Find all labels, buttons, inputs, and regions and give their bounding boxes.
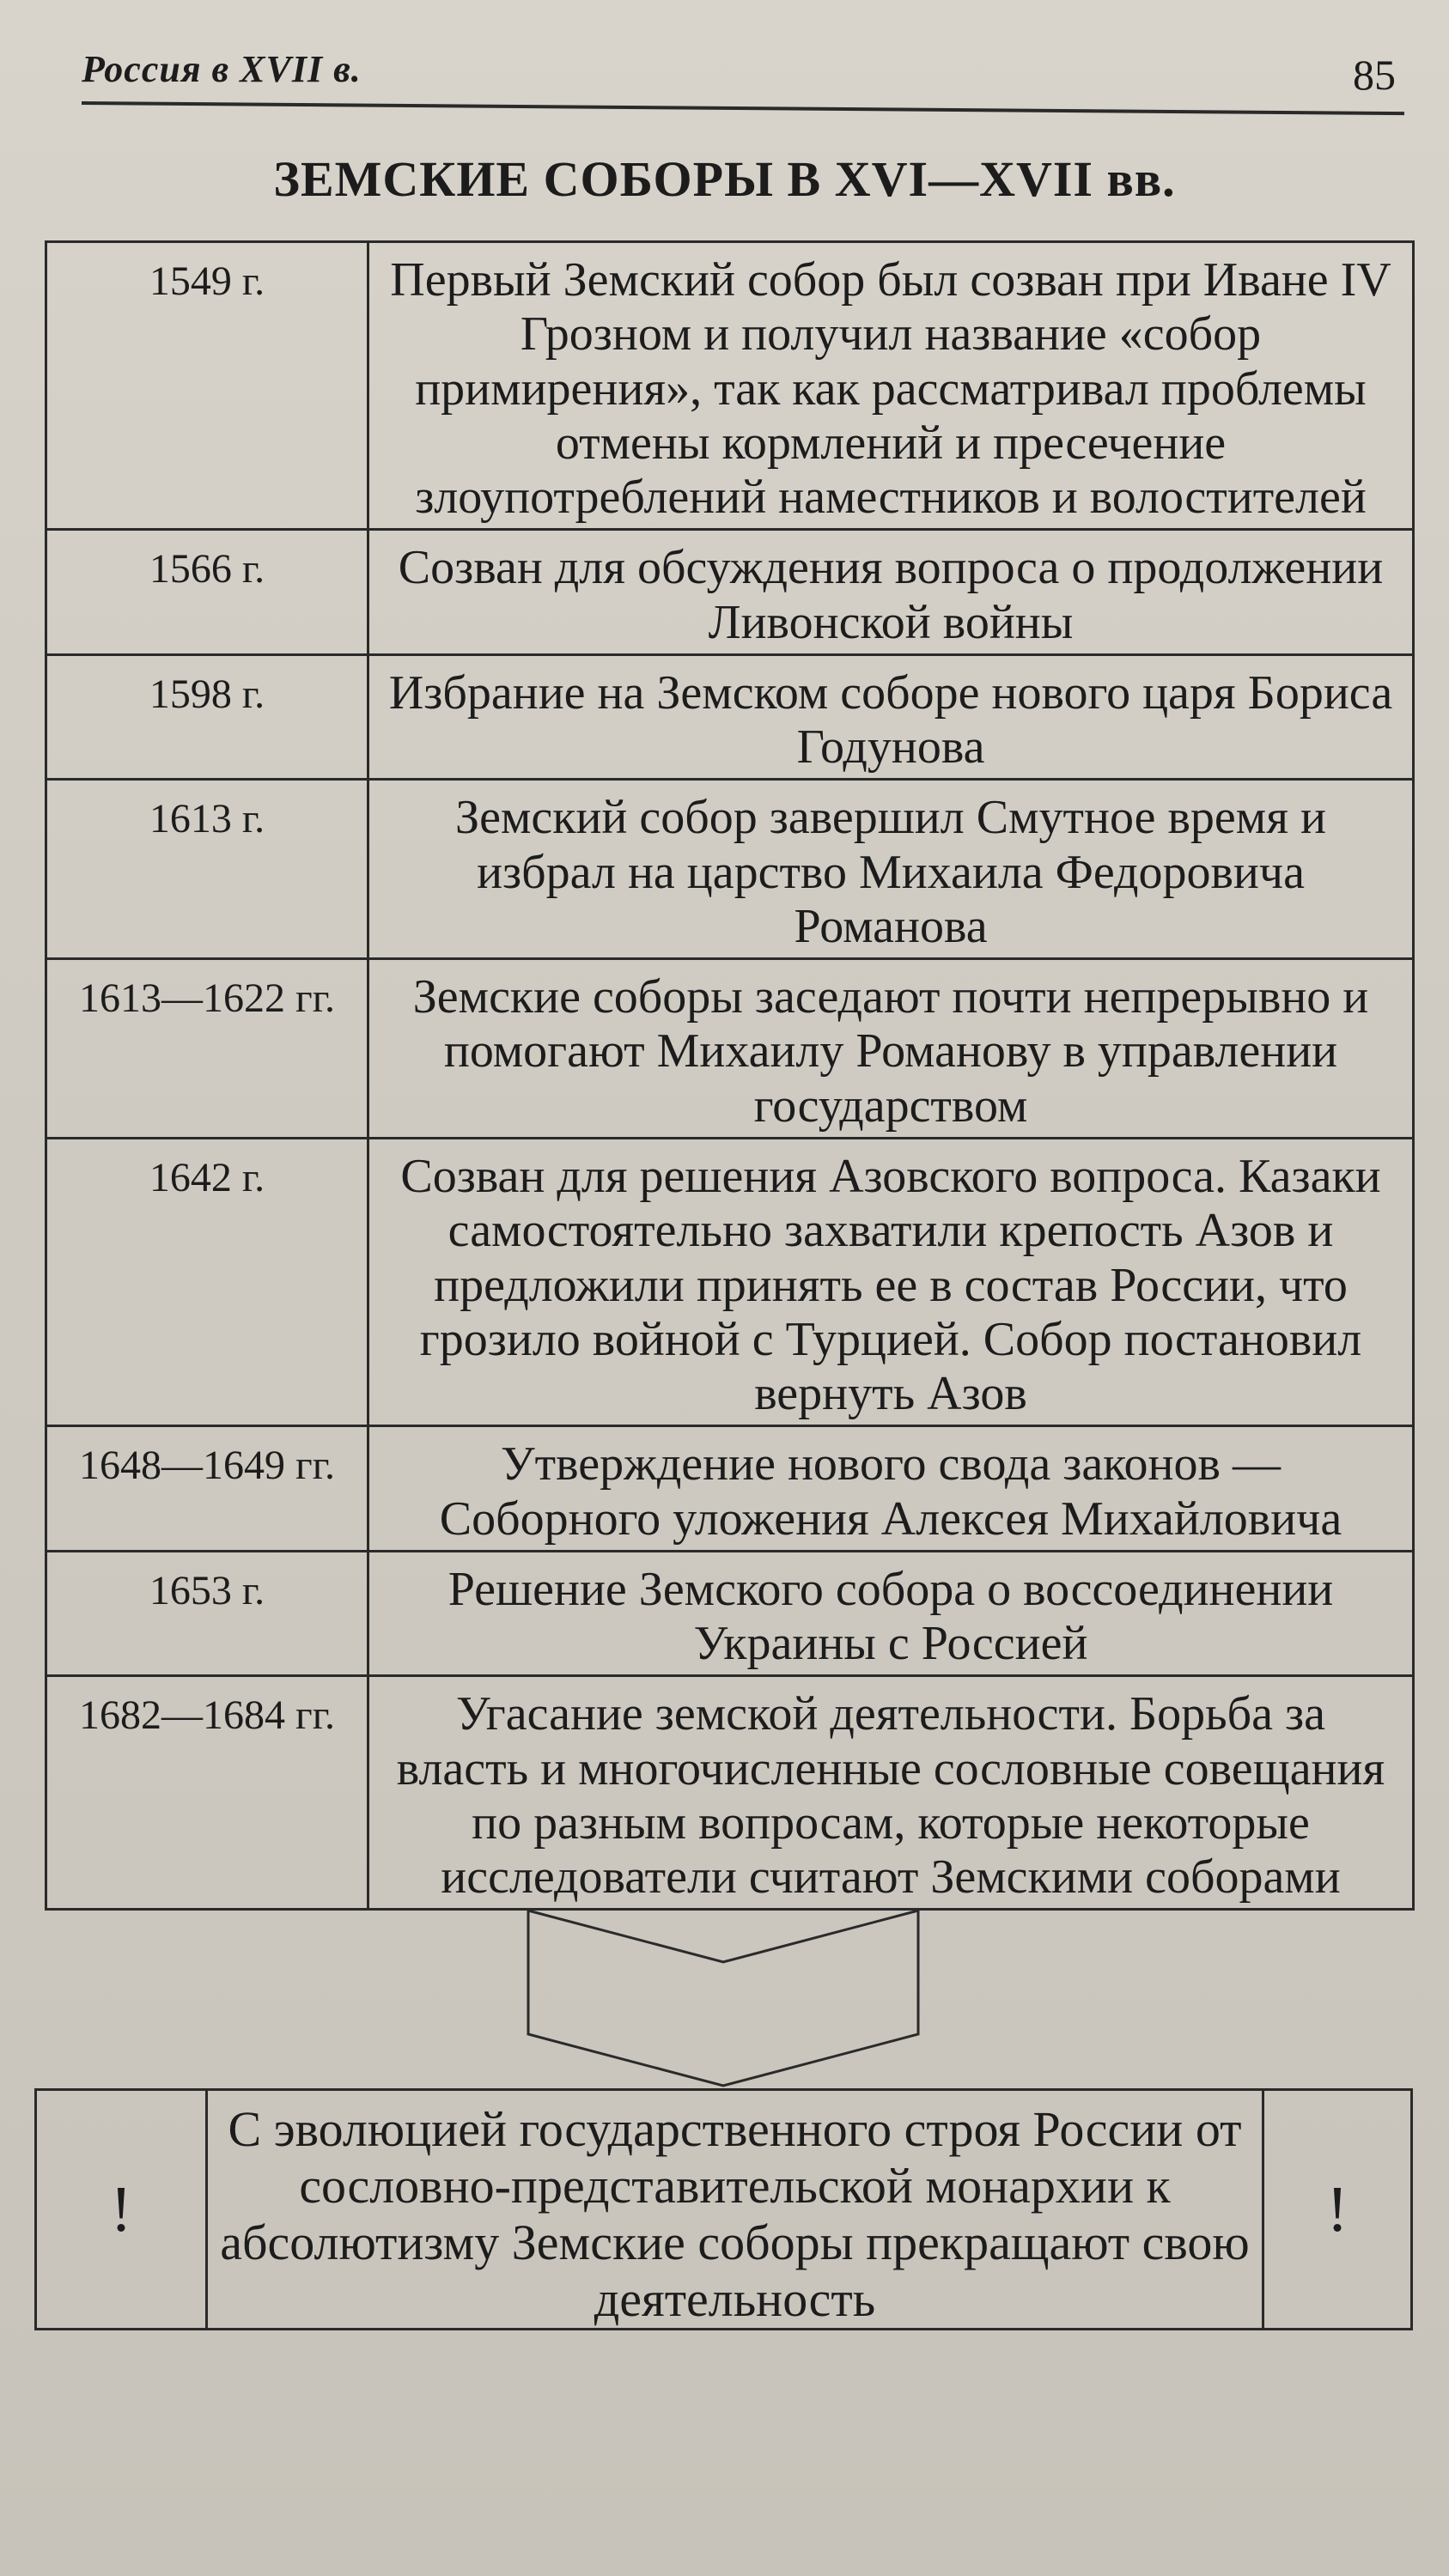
table-row bbox=[46, 1426, 1414, 1552]
event-description: Избрание на Земском соборе нового царя Бориса Годунова bbox=[368, 654, 1414, 780]
running-title: Россия в XVII в. bbox=[82, 48, 362, 90]
conclusion-text: С эволюцией государственного строя России от сословно-представительской монархии к абсолютизму Земские соборы прекращают свою деятельность bbox=[220, 2101, 1250, 2328]
event-description: Угасание земской деятельности. Борьба за власть и многочисленные сословные совещания по разным вопросам, которые некоторые исследователи считают Земскими соборами bbox=[368, 1676, 1414, 1910]
table-row bbox=[46, 1551, 1414, 1676]
exclamation-icon: ! bbox=[1262, 2091, 1410, 2328]
table-row bbox=[46, 780, 1414, 959]
event-date: 1549 г. bbox=[46, 242, 368, 530]
event-description: Созван для обсуждения вопроса о продолжении Ливонской войны bbox=[368, 530, 1414, 655]
event-description: Утверждение нового свода законов — Соборного уложения Алексея Михайловича bbox=[368, 1426, 1414, 1552]
event-date: 1653 г. bbox=[46, 1551, 368, 1676]
table-row bbox=[46, 530, 1414, 655]
table-row bbox=[46, 1138, 1414, 1425]
header-rule bbox=[82, 101, 1404, 115]
table-body bbox=[46, 242, 1414, 1910]
event-date: 1648—1649 гг. bbox=[46, 1426, 368, 1552]
event-description: Решение Земского собора о воссоединении Украины с Россией bbox=[368, 1551, 1414, 1676]
page-number: 85 bbox=[1353, 51, 1396, 99]
down-arrow-icon bbox=[526, 1908, 921, 2088]
page-title: ЗЕМСКИЕ СОБОРЫ В XVI—XVII вв. bbox=[273, 151, 1176, 207]
table-row bbox=[46, 242, 1414, 530]
conclusion-box bbox=[34, 2088, 1413, 2330]
event-date: 1682—1684 гг. bbox=[46, 1676, 368, 1910]
event-description: Земский собор завершил Смутное время и избрал на царство Михаила Федоровича Романова bbox=[368, 780, 1414, 959]
table-row bbox=[46, 959, 1414, 1139]
exclamation-icon: ! bbox=[37, 2091, 208, 2328]
table-row bbox=[46, 1676, 1414, 1910]
event-description: Первый Земский собор был созван при Иване IV Грозном и получил название «собор примирения», так как рассматривал проблемы отмены кормлений и пресечение злоупотреблений наместников и волостителей bbox=[368, 242, 1414, 530]
event-date: 1598 г. bbox=[46, 654, 368, 780]
event-date: 1642 г. bbox=[46, 1138, 368, 1425]
event-date: 1613—1622 гг. bbox=[46, 959, 368, 1139]
event-description: Созван для решения Азовского вопроса. Казаки самостоятельно захватили крепость Азов и предложили принять ее в состав России, что грозило войной с Турцией. Собор постановил вернуть Азов bbox=[368, 1138, 1414, 1425]
zemsky-sobors-table bbox=[45, 240, 1415, 1911]
event-date: 1613 г. bbox=[46, 780, 368, 959]
event-description: Земские соборы заседают почти непрерывно и помогают Михаилу Романову в управлении государством bbox=[368, 959, 1414, 1139]
table-row bbox=[46, 654, 1414, 780]
event-date: 1566 г. bbox=[46, 530, 368, 655]
